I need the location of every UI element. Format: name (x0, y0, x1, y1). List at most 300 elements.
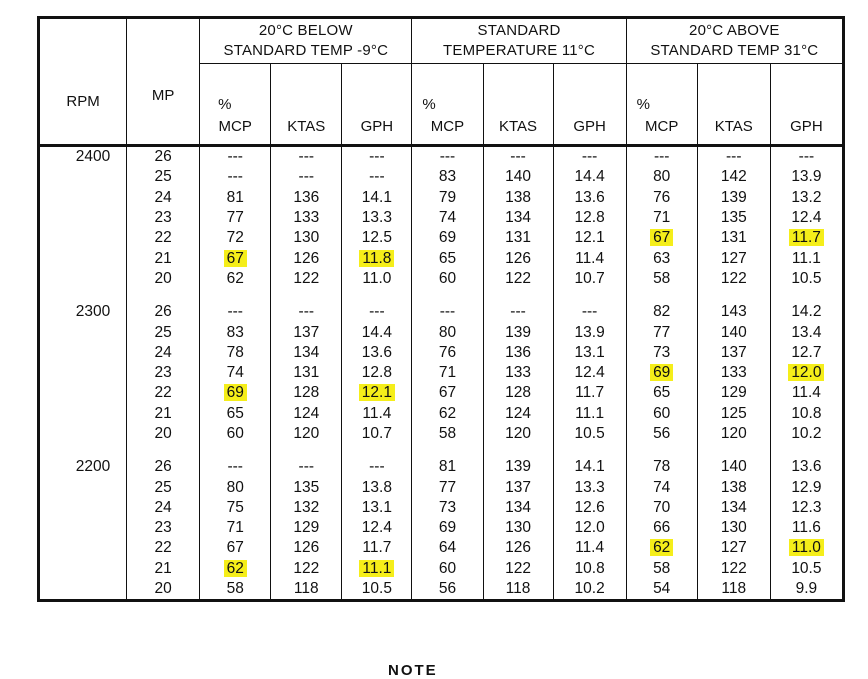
value-cell (697, 322, 770, 342)
value-cell (483, 363, 553, 383)
value-cell (770, 518, 843, 538)
mp-value: 24 (127, 343, 200, 363)
value-cell (770, 457, 843, 477)
cell-value: 11.1 (791, 249, 821, 267)
cell-value: 12.5 (361, 229, 392, 247)
table-row (39, 302, 844, 322)
cell-value: 75 (226, 498, 244, 516)
group-header-above-line1: 20°C ABOVE (689, 22, 780, 39)
cell-value: 12.3 (791, 498, 822, 516)
spacer-cell (200, 289, 271, 302)
cell-value: 12.0 (574, 519, 605, 537)
table-header (39, 18, 844, 146)
value-cell (271, 363, 342, 383)
cell-value: --- (726, 148, 742, 166)
value-cell (271, 559, 342, 579)
cell-value: 10.5 (361, 580, 392, 598)
value-cell (626, 167, 697, 187)
value-cell (483, 538, 553, 558)
cell-value: 82 (653, 303, 671, 321)
value-cell (200, 477, 271, 497)
cell-value: 124 (505, 404, 531, 422)
cell-value: 62 (226, 269, 244, 287)
cell-value: 127 (720, 249, 747, 267)
cell-value: 54 (653, 580, 671, 598)
value-cell (553, 518, 626, 538)
cell-value: 13.9 (791, 168, 822, 186)
cell-value: --- (510, 148, 526, 166)
table-row (39, 322, 844, 342)
value-cell (483, 383, 553, 403)
value-cell (271, 424, 342, 444)
value-cell (342, 248, 412, 268)
block-spacer (39, 444, 844, 457)
group-header-below-line1: 20°C BELOW (258, 22, 353, 39)
value-cell (697, 457, 770, 477)
value-cell (770, 146, 843, 168)
cell-value: 74 (653, 478, 671, 496)
cell-value: 11.7 (362, 539, 392, 557)
value-cell (626, 538, 697, 558)
value-cell (412, 404, 483, 424)
cell-value: 142 (720, 168, 747, 186)
value-cell (200, 498, 271, 518)
table-body (39, 146, 844, 601)
cell-value: 135 (720, 209, 747, 227)
cell-value: 137 (720, 343, 747, 361)
cell-value: --- (439, 148, 456, 166)
mp-value: 20 (127, 269, 200, 289)
value-cell (697, 383, 770, 403)
cell-value: 135 (293, 478, 320, 496)
cell-value: 13.3 (361, 209, 392, 227)
spacer-cell (271, 444, 342, 457)
table-row (39, 404, 844, 424)
value-cell (626, 404, 697, 424)
value-cell (483, 343, 553, 363)
value-cell (553, 167, 626, 187)
cell-value: 10.5 (574, 425, 605, 442)
cell-value: 83 (226, 323, 244, 341)
cell-value: 12.4 (574, 364, 605, 382)
spacer-cell (39, 289, 127, 302)
value-cell (697, 498, 770, 518)
value-cell (271, 248, 342, 268)
cell-value: 140 (720, 458, 747, 476)
table-row (39, 188, 844, 208)
value-cell (200, 363, 271, 383)
rpm-value: 2300 (75, 303, 111, 321)
value-cell (553, 424, 626, 444)
cell-value: 80 (226, 478, 244, 496)
value-cell (770, 302, 843, 322)
cell-value: 13.4 (791, 323, 822, 341)
value-cell (200, 248, 271, 268)
cell-value: 12.6 (574, 498, 605, 516)
value-cell (697, 477, 770, 497)
value-cell (626, 188, 697, 208)
value-cell (271, 228, 342, 248)
cell-value: 66 (653, 519, 671, 537)
cell-value: 10.5 (791, 559, 822, 577)
mp-value: 21 (127, 559, 200, 579)
value-cell (697, 269, 770, 289)
value-cell (412, 363, 483, 383)
cell-value: 122 (293, 559, 320, 577)
cell-value: --- (369, 303, 385, 321)
table-row (39, 477, 844, 497)
cell-value: 78 (653, 458, 671, 476)
cell-value: 13.1 (574, 343, 605, 361)
cell-value: 134 (293, 343, 320, 361)
spacer-cell (770, 444, 843, 457)
value-cell (412, 248, 483, 268)
highlighted-value: 62 (224, 560, 247, 577)
cell-value: 134 (720, 498, 747, 516)
value-cell (200, 538, 271, 558)
value-cell (271, 322, 342, 342)
value-cell (770, 167, 843, 187)
cruise-performance-table-container (37, 16, 845, 602)
cell-value: 58 (438, 425, 457, 442)
cell-value: 69 (438, 229, 457, 247)
value-cell (200, 343, 271, 363)
cell-value: 77 (438, 478, 457, 496)
value-cell (342, 457, 412, 477)
cell-value: 122 (720, 559, 747, 577)
value-cell (697, 188, 770, 208)
cell-value: 71 (226, 519, 244, 537)
cell-value: 143 (720, 303, 747, 321)
value-cell (483, 248, 553, 268)
value-cell (697, 343, 770, 363)
value-cell (271, 538, 342, 558)
cell-value: 122 (505, 269, 531, 287)
value-cell (483, 424, 553, 444)
value-cell (770, 208, 843, 228)
value-cell (553, 188, 626, 208)
pct-symbol: % (422, 96, 436, 113)
value-cell (271, 579, 342, 601)
value-cell (697, 424, 770, 444)
cell-value: 138 (720, 478, 747, 496)
cell-value: 134 (505, 209, 531, 227)
cell-value: 126 (293, 249, 320, 267)
cell-value: 12.8 (361, 364, 392, 382)
cell-value: 140 (505, 168, 531, 186)
value-cell (483, 579, 553, 601)
value-cell (271, 343, 342, 363)
cell-value: 118 (721, 580, 747, 598)
cell-value: 13.6 (361, 343, 392, 361)
value-cell (200, 457, 271, 477)
cell-value: 12.4 (791, 209, 822, 227)
value-cell (626, 208, 697, 228)
cell-value: 56 (653, 425, 671, 442)
mp-value: 20 (127, 579, 200, 601)
value-cell (697, 248, 770, 268)
cell-value: 65 (438, 249, 457, 267)
group-header-below (200, 18, 412, 64)
cell-value: 58 (226, 580, 244, 598)
value-cell (553, 146, 626, 168)
mcp-label: MCP (218, 118, 252, 135)
table-row (39, 248, 844, 268)
mp-value: 23 (127, 208, 200, 228)
value-cell (483, 404, 553, 424)
rpm-header: RPM (39, 18, 127, 146)
spacer-cell (553, 444, 626, 457)
value-cell (412, 498, 483, 518)
value-cell (553, 457, 626, 477)
cell-value: --- (581, 303, 598, 321)
cell-value: 10.8 (574, 559, 605, 577)
cell-value: --- (369, 148, 385, 166)
cell-value: 64 (438, 539, 457, 557)
highlighted-value: 12.0 (788, 364, 824, 381)
mp-value: 23 (127, 363, 200, 383)
value-cell (770, 559, 843, 579)
cruise-performance-table (37, 16, 845, 602)
value-cell (271, 518, 342, 538)
footer-note: NOTE (388, 662, 438, 679)
cell-value: 14.2 (791, 303, 822, 321)
value-cell (770, 538, 843, 558)
spacer-cell (697, 444, 770, 457)
cell-value: 120 (505, 425, 531, 442)
cell-value: 133 (720, 364, 747, 382)
value-cell (770, 343, 843, 363)
cell-value: 11.6 (791, 519, 821, 537)
value-cell (483, 302, 553, 322)
value-cell (271, 498, 342, 518)
cell-value: 131 (505, 229, 531, 247)
value-cell (553, 404, 626, 424)
cell-value: 129 (720, 384, 747, 402)
cell-value: 9.9 (795, 580, 818, 598)
cell-value: 60 (438, 559, 457, 577)
cell-value: 58 (653, 269, 671, 287)
value-cell (553, 559, 626, 579)
cell-value: 14.1 (574, 458, 605, 476)
value-cell (271, 167, 342, 187)
value-cell (271, 302, 342, 322)
group-header-above-line2: STANDARD TEMP 31°C (650, 42, 819, 59)
value-cell (271, 146, 342, 168)
table-row (39, 498, 844, 518)
value-cell (697, 167, 770, 187)
cell-value: 139 (505, 458, 531, 476)
cell-value: 14.4 (574, 168, 605, 186)
cell-value: 77 (226, 209, 244, 227)
value-cell (342, 188, 412, 208)
value-cell (770, 228, 843, 248)
table-row (39, 383, 844, 403)
value-cell (626, 424, 697, 444)
value-cell (342, 424, 412, 444)
value-cell (412, 518, 483, 538)
value-cell (271, 208, 342, 228)
gph-header-above: GPH (770, 64, 843, 146)
highlighted-value: 11.7 (789, 229, 824, 246)
spacer-cell (39, 444, 127, 457)
spacer-cell (127, 289, 200, 302)
cell-value: 10.8 (791, 404, 822, 422)
table-row (39, 269, 844, 289)
value-cell (412, 269, 483, 289)
table-row (39, 208, 844, 228)
value-cell (412, 457, 483, 477)
highlighted-value: 69 (224, 384, 247, 401)
value-cell (770, 188, 843, 208)
highlighted-value: 67 (224, 250, 247, 267)
cell-value: 80 (653, 168, 671, 186)
cell-value: 65 (226, 404, 244, 422)
cell-value: --- (227, 148, 243, 166)
value-cell (626, 518, 697, 538)
cell-value: 11.4 (575, 249, 605, 267)
value-cell (697, 579, 770, 601)
cell-value: 140 (720, 323, 747, 341)
table-row (39, 424, 844, 444)
value-cell (200, 322, 271, 342)
cell-value: --- (227, 458, 243, 476)
value-cell (342, 498, 412, 518)
cell-value: 139 (720, 188, 747, 206)
cell-value: 126 (293, 539, 320, 557)
table-row (39, 538, 844, 558)
value-cell (626, 383, 697, 403)
value-cell (412, 167, 483, 187)
value-cell (770, 269, 843, 289)
cell-value: --- (369, 458, 385, 476)
value-cell (626, 559, 697, 579)
value-cell (412, 579, 483, 601)
table-row (39, 363, 844, 383)
spacer-cell (271, 289, 342, 302)
highlighted-value: 69 (650, 364, 673, 381)
value-cell (483, 559, 553, 579)
value-cell (697, 146, 770, 168)
spacer-cell (626, 289, 697, 302)
spacer-cell (626, 444, 697, 457)
table-row (39, 559, 844, 579)
cell-value: 78 (226, 343, 244, 361)
value-cell (553, 228, 626, 248)
value-cell (770, 248, 843, 268)
value-cell (697, 302, 770, 322)
group-header-above (626, 18, 843, 64)
cell-value: 73 (438, 498, 457, 516)
cell-value: 60 (438, 269, 457, 287)
cell-value: 11.4 (362, 404, 392, 422)
cell-value: 65 (653, 384, 671, 402)
value-cell (697, 538, 770, 558)
value-cell (200, 302, 271, 322)
cell-value: 12.9 (791, 478, 822, 496)
cell-value: 60 (653, 404, 671, 422)
cell-value: --- (439, 303, 456, 321)
value-cell (626, 477, 697, 497)
cell-value: --- (653, 148, 670, 166)
value-cell (200, 208, 271, 228)
cell-value: 133 (505, 364, 531, 382)
cell-value: 13.8 (361, 478, 392, 496)
value-cell (342, 208, 412, 228)
value-cell (271, 269, 342, 289)
cell-value: 62 (438, 404, 457, 422)
value-cell (483, 498, 553, 518)
highlighted-value: 62 (650, 539, 673, 556)
cell-value: 71 (653, 209, 671, 227)
value-cell (626, 498, 697, 518)
cell-value: --- (227, 168, 243, 186)
cell-value: 10.5 (791, 269, 822, 287)
value-cell (483, 322, 553, 342)
mp-value: 21 (127, 404, 200, 424)
value-cell (553, 302, 626, 322)
cell-value: 129 (293, 519, 320, 537)
value-cell (553, 477, 626, 497)
value-cell (342, 167, 412, 187)
cell-value: 118 (505, 580, 531, 598)
value-cell (342, 343, 412, 363)
cell-value: 137 (293, 323, 320, 341)
cell-value: 14.4 (361, 323, 392, 341)
value-cell (483, 477, 553, 497)
pct-mcp-header-standard (412, 64, 483, 146)
mp-value: 22 (127, 228, 200, 248)
cell-value: 76 (653, 188, 671, 206)
value-cell (342, 363, 412, 383)
value-cell (200, 424, 271, 444)
mp-value: 25 (127, 322, 200, 342)
pct-mcp-header-below (200, 64, 271, 146)
cell-value: 130 (720, 519, 747, 537)
value-cell (271, 404, 342, 424)
value-cell (200, 269, 271, 289)
cell-value: --- (298, 168, 315, 186)
value-cell (626, 228, 697, 248)
value-cell (412, 559, 483, 579)
mp-value: 21 (127, 248, 200, 268)
spacer-cell (697, 289, 770, 302)
cell-value: 12.4 (361, 519, 392, 537)
group-header-row (39, 18, 844, 64)
cell-value: 132 (293, 498, 320, 516)
value-cell (412, 228, 483, 248)
mp-value: 25 (127, 477, 200, 497)
value-cell (412, 302, 483, 322)
value-cell (200, 228, 271, 248)
cell-value: 13.6 (791, 458, 822, 476)
cell-value: 133 (293, 209, 320, 227)
group-header-standard-line1: STANDARD (477, 22, 561, 39)
cell-value: 67 (438, 384, 457, 402)
value-cell (483, 228, 553, 248)
table-row (39, 167, 844, 187)
value-cell (483, 208, 553, 228)
cell-value: 136 (505, 343, 531, 361)
highlighted-value: 67 (650, 229, 673, 246)
value-cell (200, 579, 271, 601)
cell-value: --- (298, 458, 315, 476)
value-cell (412, 322, 483, 342)
value-cell (553, 208, 626, 228)
value-cell (342, 579, 412, 601)
value-cell (412, 146, 483, 168)
cell-value: 13.1 (361, 498, 392, 516)
